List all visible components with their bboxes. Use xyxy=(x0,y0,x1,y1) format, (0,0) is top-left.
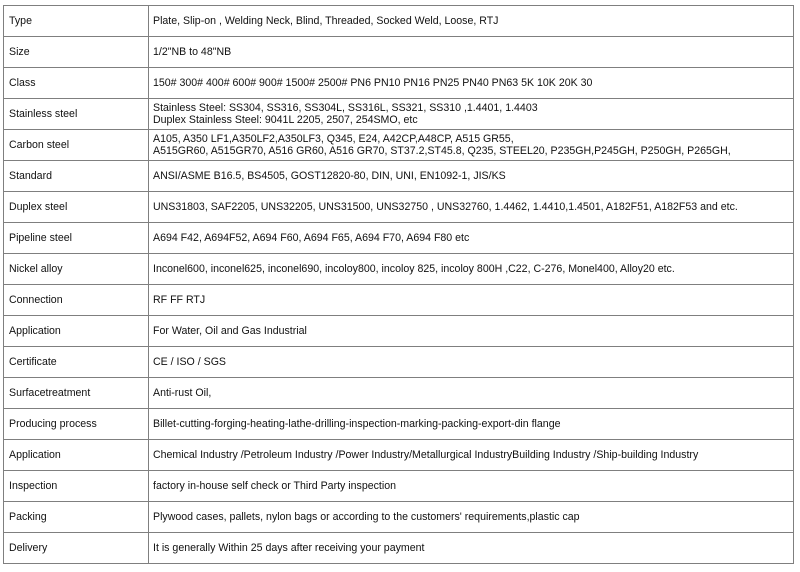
row-value xyxy=(149,192,794,223)
table-row xyxy=(4,68,794,99)
row-value-line: Plate, Slip-on , Welding Neck, Blind, Threaded, Socked Weld, Loose, RTJ xyxy=(153,15,499,27)
row-value xyxy=(149,37,794,68)
row-value xyxy=(149,347,794,378)
table-row xyxy=(4,254,794,285)
row-label: Type xyxy=(4,6,149,37)
row-label: Class xyxy=(4,68,149,99)
row-value xyxy=(149,533,794,564)
row-value-line: Inconel600, inconel625, inconel690, incoloy800, incoloy 825, incoloy 800H ,C22, C-276, Monel400, Alloy20 etc. xyxy=(153,263,675,275)
row-value xyxy=(149,378,794,409)
row-value-line: It is generally Within 25 days after receiving your payment xyxy=(153,542,425,554)
row-label: Inspection xyxy=(4,471,149,502)
row-value xyxy=(149,161,794,192)
row-value-line: Anti-rust Oil, xyxy=(153,387,212,399)
table-row xyxy=(4,502,794,533)
row-value-line: A105, A350 LF1,A350LF2,A350LF3, Q345, E24, A42CP,A48CP, A515 GR55, xyxy=(153,133,514,145)
table-row xyxy=(4,533,794,564)
row-value xyxy=(149,223,794,254)
row-label: Stainless steel xyxy=(4,99,149,130)
row-value-line: For Water, Oil and Gas Industrial xyxy=(153,325,307,337)
row-label: Pipeline steel xyxy=(4,223,149,254)
row-value xyxy=(149,285,794,316)
row-value xyxy=(149,409,794,440)
row-label: Surfacetreatment xyxy=(4,378,149,409)
row-value xyxy=(149,130,794,161)
row-label: Application xyxy=(4,440,149,471)
row-label: Producing process xyxy=(4,409,149,440)
table-row xyxy=(4,99,794,130)
row-value xyxy=(149,6,794,37)
table-row xyxy=(4,347,794,378)
row-label: Nickel alloy xyxy=(4,254,149,285)
row-value-line: A515GR60, A515GR70, A516 GR60, A516 GR70, ST37.2,ST45.8, Q235, STEEL20, P235GH,P245GH, P250GH, P265GH, xyxy=(153,145,731,157)
row-label: Size xyxy=(4,37,149,68)
row-value-line: UNS31803, SAF2205, UNS32205, UNS31500, UNS32750 , UNS32760, 1.4462, 1.4410,1.4501, A182F51, A182F53 and etc. xyxy=(153,201,738,213)
row-label: Packing xyxy=(4,502,149,533)
table-row xyxy=(4,285,794,316)
row-value-line: Chemical Industry /Petroleum Industry /Power Industry/Metallurgical IndustryBuilding Industry /Ship-building Industry xyxy=(153,449,699,461)
table-row xyxy=(4,161,794,192)
row-value-line: Billet-cutting-forging-heating-lathe-drilling-inspection-marking-packing-export-din flange xyxy=(153,418,561,430)
row-value-line: CE / ISO / SGS xyxy=(153,356,226,368)
row-value xyxy=(149,440,794,471)
row-value xyxy=(149,471,794,502)
row-label: Connection xyxy=(4,285,149,316)
row-value-line: factory in-house self check or Third Party inspection xyxy=(153,480,396,492)
table-row xyxy=(4,6,794,37)
spec-table xyxy=(3,5,794,564)
table-row xyxy=(4,471,794,502)
row-value xyxy=(149,502,794,533)
table-row xyxy=(4,440,794,471)
row-value-line: Plywood cases, pallets, nylon bags or according to the customers' requirements,plastic cap xyxy=(153,511,580,523)
row-value-line: 1/2"NB to 48"NB xyxy=(153,46,232,58)
row-label: Delivery xyxy=(4,533,149,564)
row-value-line: Stainless Steel: SS304, SS316, SS304L, SS316L, SS321, SS310 ,1.4401, 1.4403 xyxy=(153,102,538,114)
table-row xyxy=(4,316,794,347)
row-label: Carbon steel xyxy=(4,130,149,161)
row-value xyxy=(149,254,794,285)
table-row xyxy=(4,130,794,161)
spec-table-body xyxy=(4,6,794,564)
row-value-line: A694 F42, A694F52, A694 F60, A694 F65, A694 F70, A694 F80 etc xyxy=(153,232,470,244)
table-row xyxy=(4,37,794,68)
row-value-line: 150# 300# 400# 600# 900# 1500# 2500# PN6 PN10 PN16 PN25 PN40 PN63 5K 10K 20K 30 xyxy=(153,77,593,89)
row-label: Application xyxy=(4,316,149,347)
row-label: Duplex steel xyxy=(4,192,149,223)
row-value-line: Duplex Stainless Steel: 9041L 2205, 2507, 254SMO, etc xyxy=(153,114,418,126)
row-label: Standard xyxy=(4,161,149,192)
row-value xyxy=(149,316,794,347)
row-label: Certificate xyxy=(4,347,149,378)
row-value-line: RF FF RTJ xyxy=(153,294,206,306)
table-row xyxy=(4,409,794,440)
row-value xyxy=(149,99,794,130)
row-value xyxy=(149,68,794,99)
table-row xyxy=(4,223,794,254)
row-value-line: ANSI/ASME B16.5, BS4505, GOST12820-80, DIN, UNI, EN1092-1, JIS/KS xyxy=(153,170,506,182)
table-row xyxy=(4,192,794,223)
table-row xyxy=(4,378,794,409)
